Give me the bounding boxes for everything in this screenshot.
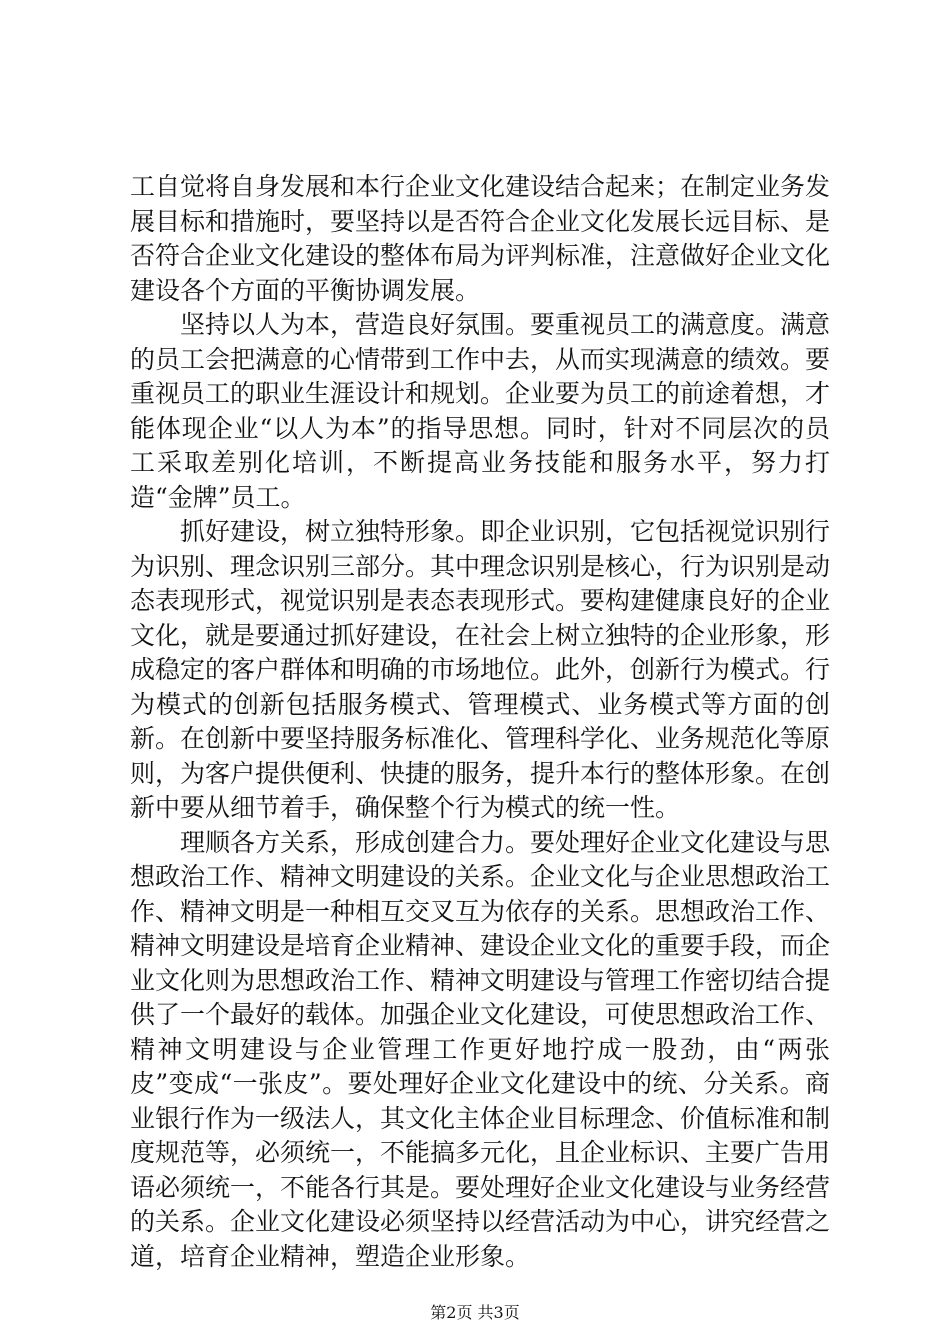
page-number-footer: 第2页 共3页 bbox=[430, 1303, 520, 1322]
document-body bbox=[130, 170, 830, 1274]
paragraph-people-oriented: 坚持以人为本，营造良好氛围。要重视员工的满意度。满意的员工会把满意的心情带到工作中去，从而实现满意的绩效。要重视员工的职业生涯设计和规划。企业要为员工的前途着想，才能体现企业“以人为本”的指导思想。同时，针对不同层次的员工采取差别化培训，不断提高业务技能和服务水平，努力打造“金牌”员工。 bbox=[130, 310, 831, 512]
paragraph-unique-image: 抓好建设，树立独特形象。即企业识别，它包括视觉识别行为识别、理念识别三部分。其中理念识别是核心，行为识别是动态表现形式，视觉识别是表态表现形式。要构建健康良好的企业文化，就是要通过抓好建设，在社会上树立独特的企业形象，形成稳定的客户群体和明确的市场地位。此外，创新行为模式。行为模式的创新包括服务模式、管理模式、业务模式等方面的创新。在创新中要坚持服务标准化、管理科学化、业务规范化等原则，为客户提供便利、快捷的服务，提升本行的整体形象。在创新中要从细节着手，确保整个行为模式的统一性。 bbox=[130, 517, 831, 822]
paragraph-relationships: 理顺各方关系，形成创建合力。要处理好企业文化建设与思想政治工作、精神文明建设的关系。企业文化与企业思想政治工作、精神文明是一种相互交叉互为依存的关系。思想政治工作、精神文明建设是培育企业精神、建设企业文化的重要手段，而企业文化则为思想政治工作、精神文明建设与管理工作密切结合提供了一个最好的载体。加强企业文化建设，可使思想政治工作、精神文明建设与企业管理工作更好地拧成一股劲，由“两张皮”变成“一张皮”。要处理好企业文化建设中的统、分关系。商业银行作为一级法人，其文化主体企业目标理念、价值标准和制度规范等，必须统一，不能搞多元化，且企业标识、主要广告用语必须统一，不能各行其是。要处理好企业文化建设与业务经营的关系。企业文化建设必须坚持以经营活动为中心，讲究经营之道，培育企业精神，塑造企业形象。 bbox=[130, 827, 831, 1271]
paragraph-continued: 工自觉将自身发展和本行企业文化建设结合起来；在制定业务发展目标和措施时，要坚持以是否符合企业文化发展长远目标、是否符合企业文化建设的整体布局为评判标准，注意做好企业文化建设各个方面的平衡协调发展。 bbox=[130, 172, 831, 305]
